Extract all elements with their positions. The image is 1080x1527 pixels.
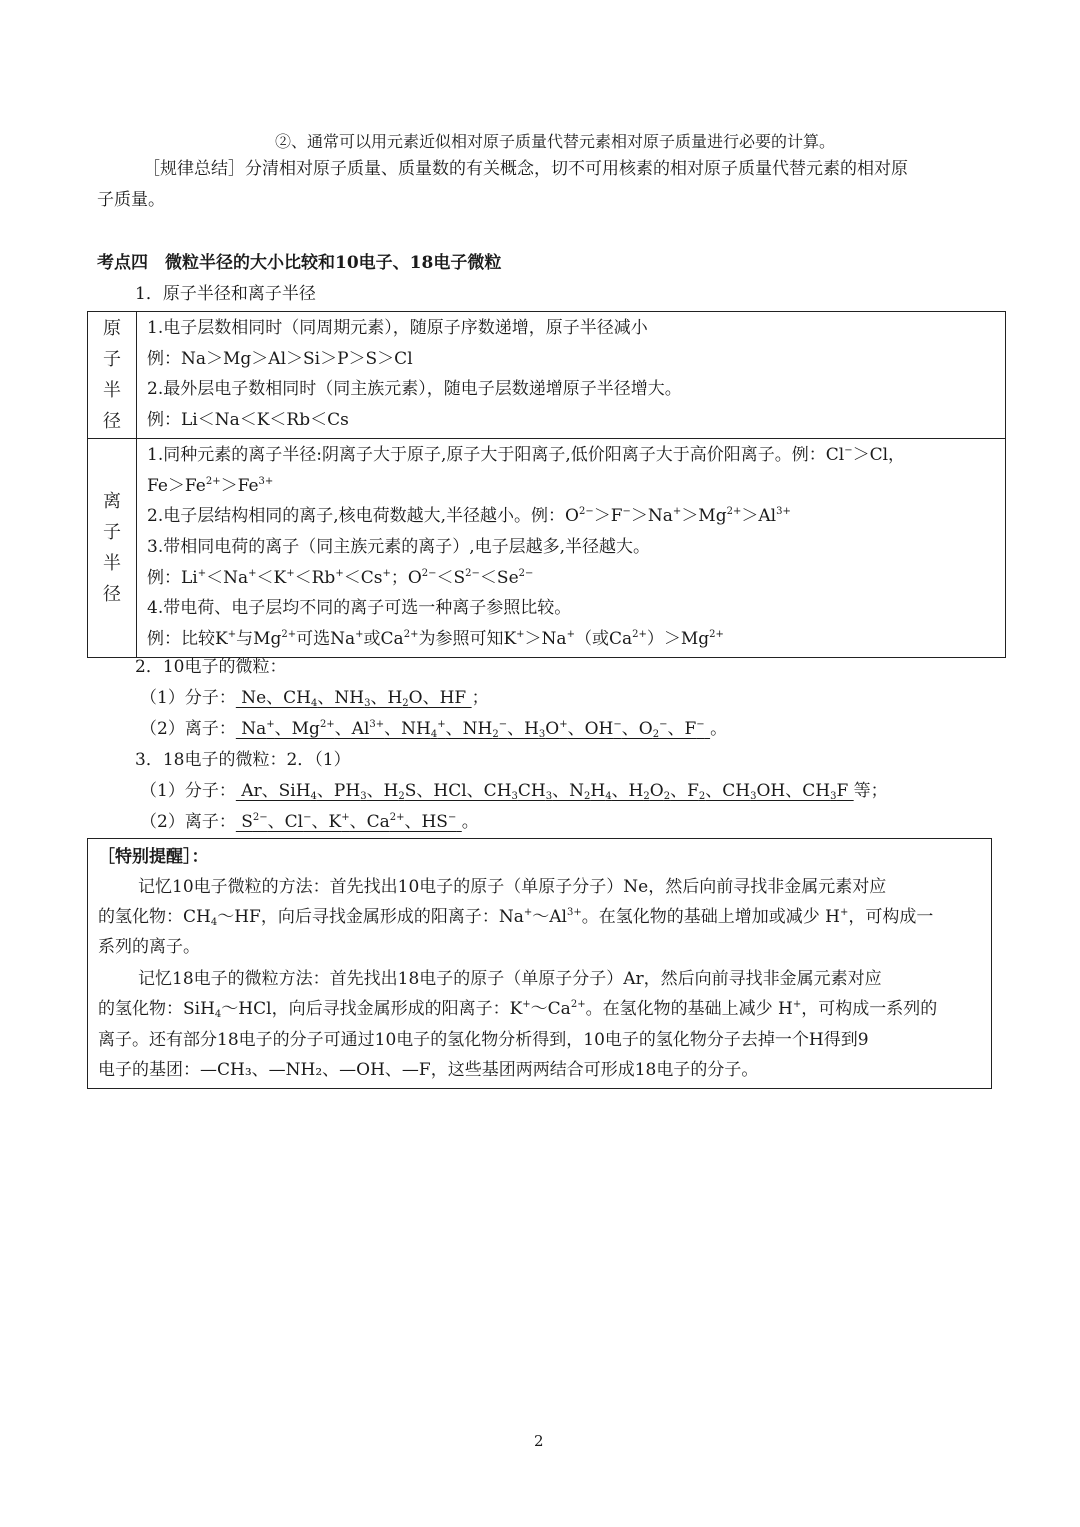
- ion-rule-3-example: 例：Li+＜Na+＜K+＜Rb+＜Cs+；$O^{2-}<S^{2-}<Se^{2-}$: [147, 567, 534, 588]
- tip-p2-line3: 离子。还有部分18电子的分子可通过10电子的氢化物分析得到，10电子的氢化物分子去掉一个H得到9: [98, 1030, 869, 1050]
- ten-electron-heading: 2．10电子的微粒：: [135, 657, 287, 677]
- eighteen-ions-answer: $S^{2-}$、Cl−、K+、$Ca^{2+}$、HS−: [235, 812, 457, 832]
- ion-rule-4-example: 例：比较K+与$Mg^{2+}$可选Na+或$Ca^{2+}$为参照可知K+＞Na+（或$Ca^{2+})>Mg^{2+}$: [147, 629, 724, 650]
- label-char: 半: [103, 552, 121, 574]
- atom-rule-1: 1.电子层数相同时（同周期元素），随原子序数递增，原子半径减小: [147, 318, 648, 338]
- ten-molecules-answer: Ne、$CH_4$、$NH_3$、$H_2O$、HF: [235, 688, 472, 709]
- section-heading: 考点四 微粒半径的大小比较和10电子、18电子微粒: [97, 253, 502, 273]
- ion-rule-1-example: $Fe>Fe^{2+}>Fe^{3+}$: [147, 475, 274, 496]
- ionic-radius-content: [137, 438, 1006, 657]
- ten-electron-molecules: （1）分子： Ne、$CH_4$、$NH_3$、$H_2O$、HF ；: [140, 688, 489, 709]
- tip-p1-line1: 记忆10电子微粒的方法：首先找出10电子的原子（单原子分子）Ne，然后向前寻找非金属元素对应: [138, 877, 887, 897]
- label-char: 离: [103, 490, 121, 512]
- eighteen-electron-heading: 3．18电子的微粒：2．（1）: [135, 750, 351, 770]
- radius-table: [87, 311, 1006, 658]
- page-number: 2: [534, 1432, 544, 1450]
- label-char: 半: [103, 379, 121, 401]
- ion-rule-2-text: 2.电子层结构相同的离子,核电荷数越大,半径越小。例：: [147, 506, 566, 527]
- eighteen-molecules-answer: Ar、SiH$_4$、$PH_3$、$H_2S$、HCl、$CH_3CH_3$、$N_2H_4$、$H_2O_2$、$F_2$、$CH_3OH$、$CH_3F$: [235, 781, 854, 802]
- ionic-radius-label: [88, 438, 137, 657]
- special-tip-title: ［特别提醒］：: [98, 847, 209, 867]
- rule-summary-line1: ［规律总结］分清相对原子质量、质量数的有关概念，切不可用核素的相对原子质量代替元素的相对原: [143, 159, 908, 179]
- tip-p2-line4: 电子的基团：—CH₃、—NH₂、—OH、—F，这些基团两两结合可形成18电子的分子。: [98, 1060, 759, 1080]
- special-tip-box: [87, 838, 992, 1089]
- label-char: 原: [103, 317, 121, 339]
- ten-electron-ions: （2）离子： Na+、$Mg^{2+}$、$Al^{3+}$、$NH_4^+$、$NH_2^-$、$H_3O^+$、OH−、$O_2^-$、F− 。: [140, 719, 728, 740]
- tip-p1-line2: 的氢化物：$CH_4\sim HF$，向后寻找金属形成的阳离子：$Na^+\sim Al^{3+}$。在氢化物的基础上增加或减少 H+，可构成一: [98, 907, 934, 928]
- atomic-radius-label: [88, 312, 137, 439]
- label-char: 子: [103, 348, 121, 370]
- ion-rule-1-text: 1.同种元素的离子半径:阴离子大于原子,原子大于阳离子,低价阳离子大于高价阳离子。例：Cl: [147, 444, 845, 465]
- rule-summary-line2: 子质量。: [97, 190, 165, 210]
- subsection-atomic-ionic-radius: 1．原子半径和离子半径: [135, 284, 316, 304]
- ion-rule-1: 1.同种元素的离子半径:阴离子大于原子,原子大于阳离子,低价阳离子大于高价阳离子。例：Cl−＞Cl，: [147, 444, 906, 465]
- ten-ions-answer: Na+、$Mg^{2+}$、$Al^{3+}$、$NH_4^+$、$NH_2^-$、$H_3O^+$、OH−、$O_2^-$、F−: [235, 719, 705, 740]
- intro-line: ②、通常可以用元素近似相对原子质量代替元素相对原子质量进行必要的计算。: [275, 132, 836, 151]
- tip-p2-line1: 记忆18电子的微粒方法：首先找出18电子的原子（单原子分子）Ar，然后向前寻找非金属元素对应: [138, 969, 882, 989]
- eighteen-ions-prefix: （2）离子：: [140, 812, 236, 832]
- atom-rule-2: 2.最外层电子数相同时（同主族元素），随电子层数递增原子半径增大。: [147, 379, 682, 400]
- atomic-radius-content: [137, 312, 1006, 439]
- eighteen-electron-ions: （2）离子： $S^{2-}$、Cl−、K+、$Ca^{2+}$、HS− 。: [140, 812, 479, 832]
- tip-p1-line3: 系列的离子。: [98, 937, 200, 957]
- label-char: 径: [103, 583, 121, 605]
- eighteen-electron-molecules: [140, 776, 888, 806]
- ion-rule-4: 4.带电荷、电子层均不同的离子可选一种离子参照比较。: [147, 598, 572, 619]
- label-char: 径: [103, 410, 121, 432]
- atomic-radius-row: [88, 312, 1006, 439]
- ion-rule-2: 2.电子层结构相同的离子,核电荷数越大,半径越小。例：$O^{2-}>F^->Na^+>Mg^{2+}>Al^{3+}$: [147, 506, 791, 527]
- ion-rule-1-tail: ＞Cl，: [852, 444, 906, 465]
- ten-molecules-prefix: （1）分子：: [140, 688, 236, 708]
- eighteen-molecules-prefix: （1）分子：: [140, 781, 236, 801]
- atom-example-2: 例：Li＜Na＜K＜Rb＜Cs: [147, 410, 349, 431]
- label-char: 子: [103, 521, 121, 543]
- tip-p2-line2: 的氢化物：SiH$_4$～HCl，向后寻找金属形成的阳离子：$K^+\sim Ca^{2+}$。在氢化物的基础上减少 H+，可构成一系列的: [98, 999, 938, 1020]
- eighteen-molecules-suffix: 等；: [853, 781, 888, 801]
- atom-example-1: 例：Na＞Mg＞Al＞Si＞P＞S＞Cl: [147, 348, 413, 369]
- ion-rule-3: 3.带相同电荷的离子（同主族元素的离子）,电子层越多,半径越大。: [147, 536, 651, 557]
- ionic-radius-row: [88, 438, 1006, 657]
- ten-ions-prefix: （2）离子：: [140, 719, 236, 739]
